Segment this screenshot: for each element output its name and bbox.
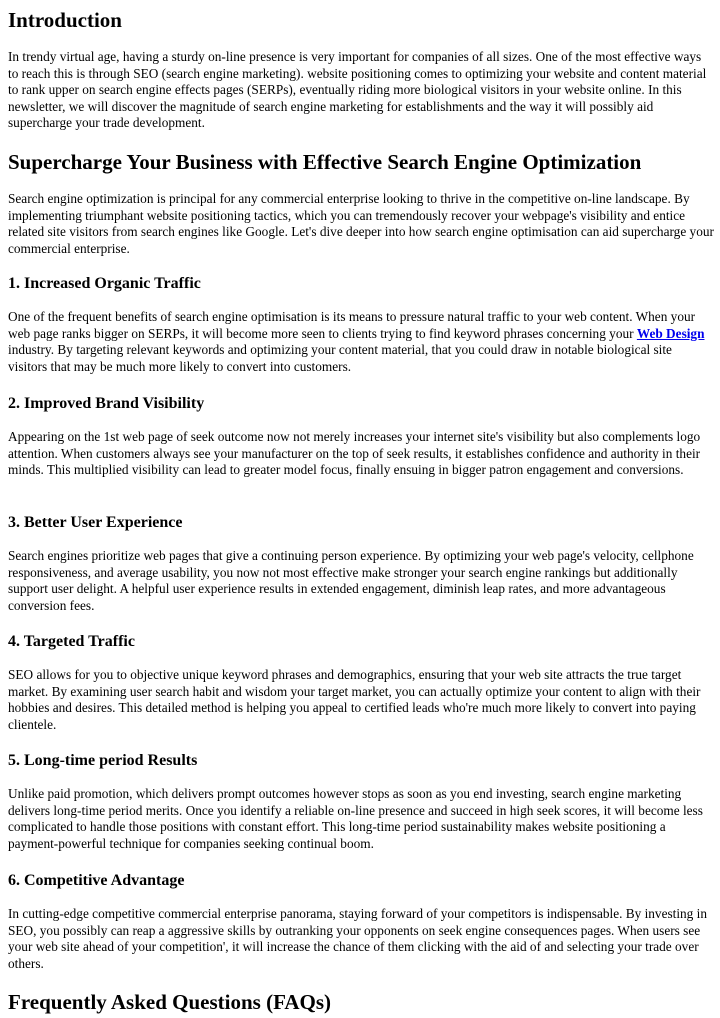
heading-competitive-advantage: 6. Competitive Advantage [8, 872, 185, 889]
paragraph-brand-visibility: Appearing on the 1st web page of seek outcome now not merely increases your internet site's visibility but also complements logo attention. When customers always see your manufacturer on the top of seek results, it establishes confidence and authority in their minds. This multiplied visibility can lead to greater model focus, finally ensuing in bigger patron engagement and conversions. [8, 429, 701, 477]
heading-long-term: 5. Long-time period Results [8, 752, 198, 769]
paragraph-competitive-advantage: In cutting-edge competitive commercial enterprise panorama, staying forward of your competitors is indispensable. By investing in SEO, you possibly can reap a aggressive skills by outranking your opponents on seek engine consequences pages. When users see your web site ahead of your competition', it will increase the chance of them clicking with the aid of and selecting your trade over others. [8, 906, 708, 971]
paragraph-organic-traffic-start: One of the frequent benefits of search engine optimisation is its means to pressure natural traffic to your web content. When your web page ranks bigger on SERPs, it will become more seen to clients trying to find keyword phrases concerning your [8, 309, 696, 341]
paragraph-user-experience: Search engines prioritize web pages that give a continuing person experience. By optimizing your web page's velocity, cellphone responsiveness, and average usability, you now not most effective make stronger your search engine rankings but additionally support user delight. A helpful user experience results in extended engagement, diminish leap rates, and more advantageous conversion fees. [8, 548, 694, 613]
paragraph-long-term: Unlike paid promotion, which delivers prompt outcomes however stops as soon as you end investing, search engine marketing delivers long-time period merits. Once you identify a reliable on-line presence and succeed in high seek scores, it will become less complicated to handle those positions with constant effort. This long-time period sustainability makes website positioning a payment-powerful technique for companies seeking continual boom. [8, 786, 703, 851]
heading-supercharge: Supercharge Your Business with Effective Search Engine Optimization [8, 150, 642, 174]
heading-faq: Frequently Asked Questions (FAQs) [8, 990, 331, 1014]
paragraph-targeted-traffic: SEO allows for you to objective unique keyword phrases and demographics, ensuring that your web site attracts the true target market. By examining user search habit and wisdom your target market, you can actually optimize your content to align with their hobbies and desires. This detailed method is helping you appeal to certified leads who're much more likely to convert into paying clientele. [8, 667, 701, 732]
paragraph-introduction: In trendy virtual age, having a sturdy on-line presence is very important for companies of all sizes. One of the most effective ways to reach this is through SEO (search engine marketing). website positioning comes to optimizing your website and content material to rank upper on search engine effects pages (SERPs), eventually riding more biological visitors in your website online. In this newsletter, we will discover the magnitude of search engine marketing for establishments and the way it will possibly aid supercharge your trade development. [8, 49, 707, 130]
paragraph-organic-traffic-end: industry. By targeting relevant keywords and optimizing your content material, that you could draw in notable biological site visitors that may be much more likely to convert into customers. [8, 342, 672, 374]
paragraph-supercharge: Search engine optimization is principal for any commercial enterprise looking to thrive in the competitive on-line landscape. By implementing triumphant website positioning tactics, which you can tremendously recover your webpage's visibility and entice related site visitors from search engines like Google. Let's dive deeper into how search engine optimisation can aid supercharge your commercial enterprise. [8, 191, 714, 256]
web-design-link[interactable]: Web Design [636, 325, 705, 341]
heading-user-experience: 3. Better User Experience [8, 514, 183, 531]
paragraph-organic-traffic [8, 309, 714, 375]
heading-introduction: Introduction [8, 8, 122, 32]
heading-organic-traffic: 1. Increased Organic Traffic [8, 275, 201, 292]
heading-targeted-traffic: 4. Targeted Traffic [8, 633, 135, 650]
heading-brand-visibility: 2. Improved Brand Visibility [8, 395, 205, 412]
